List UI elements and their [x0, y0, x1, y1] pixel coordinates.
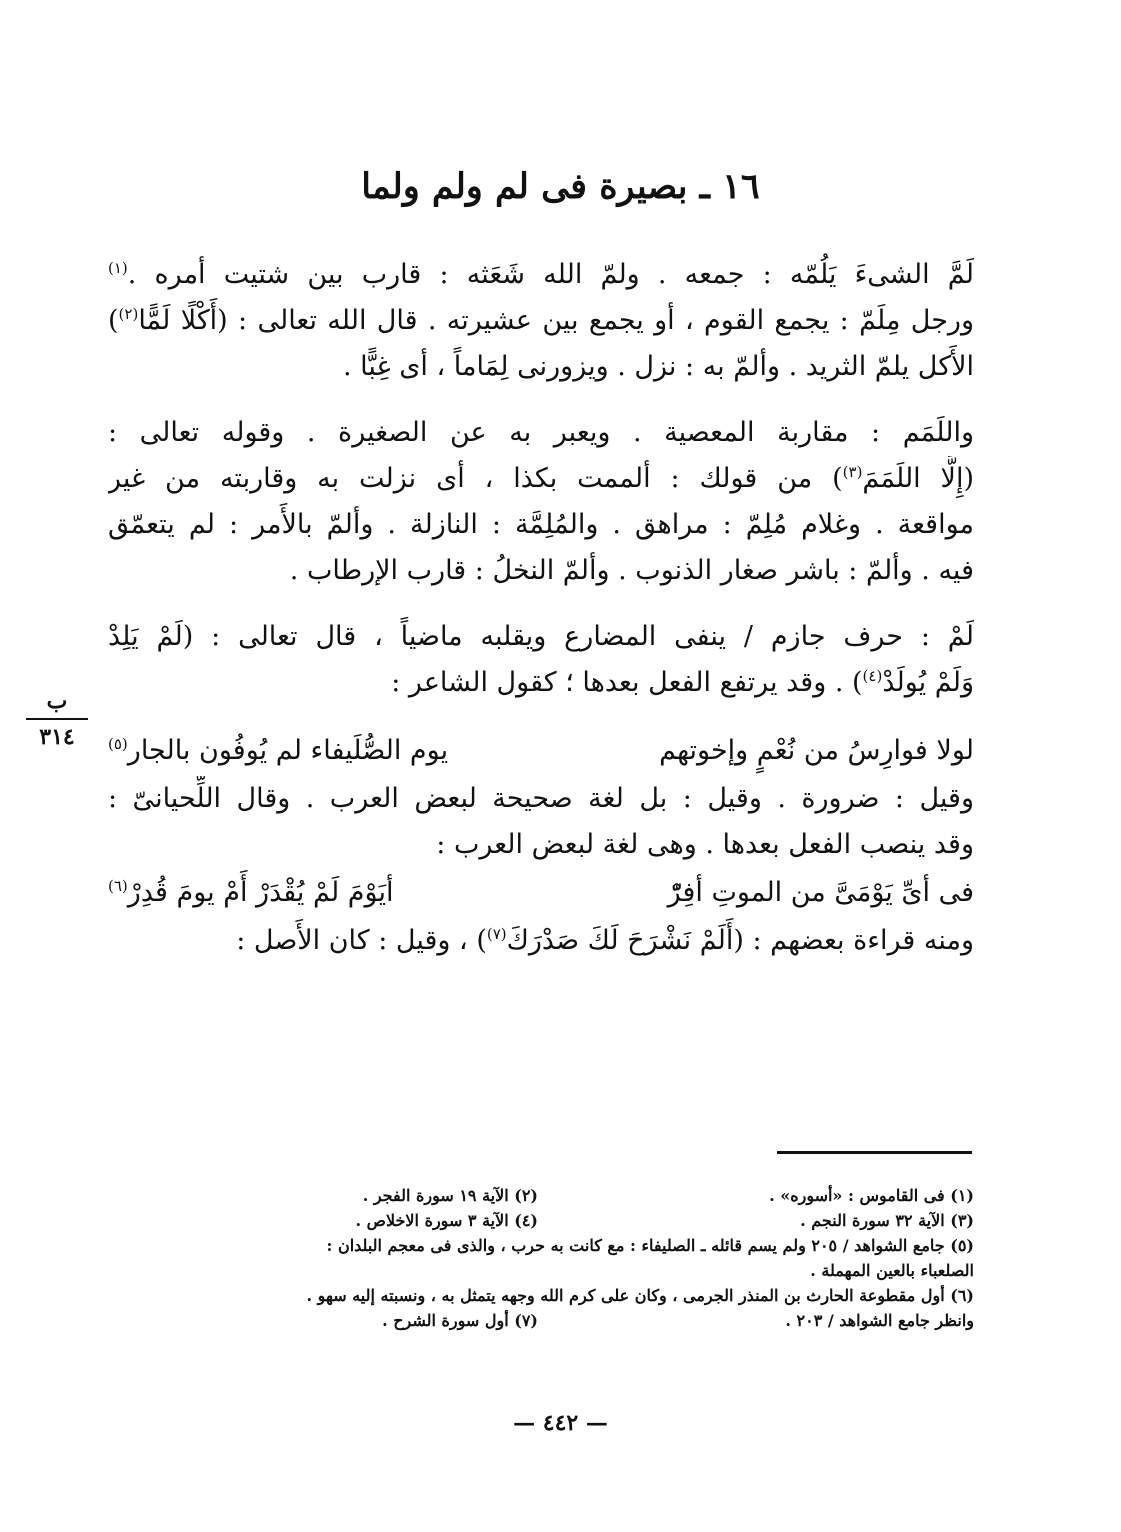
- paragraph-gap: [108, 706, 974, 726]
- footnote-ref: (١): [108, 259, 128, 277]
- chapter-title: ١٦ ـ بصيرة فى لم ولم ولما: [361, 166, 760, 207]
- margin-note-number: ٣١٤: [39, 724, 75, 750]
- footnote-row: [112, 1208, 974, 1233]
- line-text: وقد ينصب الفعل بعدها . وهى لغة لبعض العرب :: [436, 829, 974, 860]
- footnote: (١) فى القاموس : «أسوره» .: [769, 1186, 974, 1205]
- line-text: وقيل : ضرورة . وقيل : بل لغة صحيحة لبعض العرب . وقال اللِّحيانىّ :: [108, 783, 974, 814]
- footnote: (٤) الآية ٣ سورة الاخلاص .: [355, 1211, 538, 1230]
- text-line: [108, 344, 974, 390]
- line-text: (إِلَّا اللَمَمَ: [862, 463, 974, 494]
- line-text: ): [108, 305, 119, 336]
- margin-note-rule: [26, 718, 88, 720]
- margin-note-letter: ب: [46, 688, 68, 714]
- verse-hemistich-second: [108, 726, 448, 776]
- footnote-ref: (٤): [862, 667, 883, 685]
- text-line: [108, 298, 974, 344]
- footnote-ref: (٥): [108, 735, 128, 753]
- footnote: (٥) جامع الشواهد / ٢٠٥ ولم يسم قائله ـ الصليفاء : مع كانت به حرب ، والذى فى معجم البلدان :: [326, 1236, 974, 1255]
- line-text: ) ، وقيل : كان الأَصل :: [236, 925, 487, 956]
- text-line: [108, 410, 974, 456]
- footnote-ref: (٧): [486, 925, 507, 943]
- footnote: (٢) الآية ١٩ سورة الفجر .: [362, 1186, 538, 1205]
- line-text: وَلَمْ يُولَدْ: [882, 667, 974, 698]
- footnotes: [112, 1183, 974, 1333]
- verse-hemistich-second: [108, 868, 393, 918]
- main-text: [108, 252, 974, 964]
- footnote-row: [112, 1183, 974, 1208]
- footnote: (٣) الآية ٣٢ سورة النجم .: [800, 1211, 974, 1230]
- text-line: [108, 660, 974, 706]
- line-text: ) . وقد يرتفع الفعل بعدها ؛ كقول الشاعر :: [391, 667, 863, 698]
- footnote-ref: (٢): [118, 305, 139, 323]
- paragraph-gap: [108, 390, 974, 410]
- text-line: [108, 548, 974, 594]
- text-line: [108, 456, 974, 502]
- verse-hemistich-first: لولا فوارِسُ من نُعْمٍ وإخوتهم: [659, 735, 974, 766]
- line-text: لَمْ : حرف جازم / ينفى المضارع ويقلبه ماضياً ، قال تعالى : (لَمْ يَلِدْ: [108, 621, 974, 652]
- footnote-row: [112, 1308, 974, 1333]
- text-line: [108, 918, 974, 964]
- footnote: (٧) أول سورة الشرح .: [382, 1311, 538, 1330]
- line-text: الأَكل يلمّ الثريد . وألمّ به : نزل . ويزورنى لِمَاماً ، أى غِبًّا .: [343, 351, 974, 382]
- line-text: واللَمَم : مقاربة المعصية . ويعبر به عن الصغيرة . وقوله تعالى :: [108, 417, 974, 448]
- paragraph-gap: [108, 594, 974, 614]
- line-text: ورجل مِلَمّ : يجمع القوم ، أو يجمع بين عشيرته . قال الله تعالى : (أَكْلًا لَمًّا: [138, 305, 974, 336]
- text-line: [108, 776, 974, 822]
- verse-line: [108, 868, 974, 918]
- margin-note: [26, 688, 88, 750]
- line-text: ومنه قراءة بعضهم : (أَلَمْ نَشْرَحَ لَكَ صَدْرَكَ: [506, 925, 974, 956]
- verse-hemistich-first: فى أىِّ يَوْمَىَّ من الموتِ أفِرّْ: [667, 877, 974, 908]
- line-text: أيَوْمَ لَمْ يُقْدَرْ أَمْ يومَ قُدِرْ: [127, 877, 394, 908]
- footnote-ref: (٣): [842, 463, 863, 481]
- footnote-divider: [777, 1151, 972, 1154]
- line-text: يوم الصُّلَيفاء لم يُوفُون بالجار: [127, 735, 449, 766]
- text-line: [108, 614, 974, 660]
- line-text: ) من قولك : ألممت بكذا ، أى نزلت به وقاربته من غير: [108, 463, 843, 494]
- line-text: لَمَّ الشىءَ يَلُمّه : جمعه . ولمّ الله شَعَثه : قارب بين شتيت أمره .: [127, 259, 974, 290]
- line-text: فيه . وألمّ : باشر صغار الذنوب . وألمّ النخلُ : قارب الإرطاب .: [289, 555, 974, 586]
- text-line: [108, 252, 974, 298]
- line-text: مواقعة . وغلام مُلِمّ : مراهق . والمُلِمَّة : النازلة . وألمّ بالأَمر : لم يتعمّق: [108, 509, 974, 540]
- page-number: — ٤٤٢ —: [513, 1410, 608, 1436]
- verse-line: [108, 726, 974, 776]
- footnote: وانظر جامع الشواهد / ٢٠٣ .: [785, 1311, 974, 1330]
- footnote: الصلعباء بالعين المهملة .: [810, 1261, 974, 1280]
- text-line: [108, 822, 974, 868]
- footnote: (٦) أول مقطوعة الحارث بن المنذر الجرمى ، وكان على كرم الله وجهه يتمثل به ، ونسبته إليه سهو .: [306, 1286, 974, 1305]
- footnote-ref: (٦): [108, 877, 128, 895]
- text-line: [108, 502, 974, 548]
